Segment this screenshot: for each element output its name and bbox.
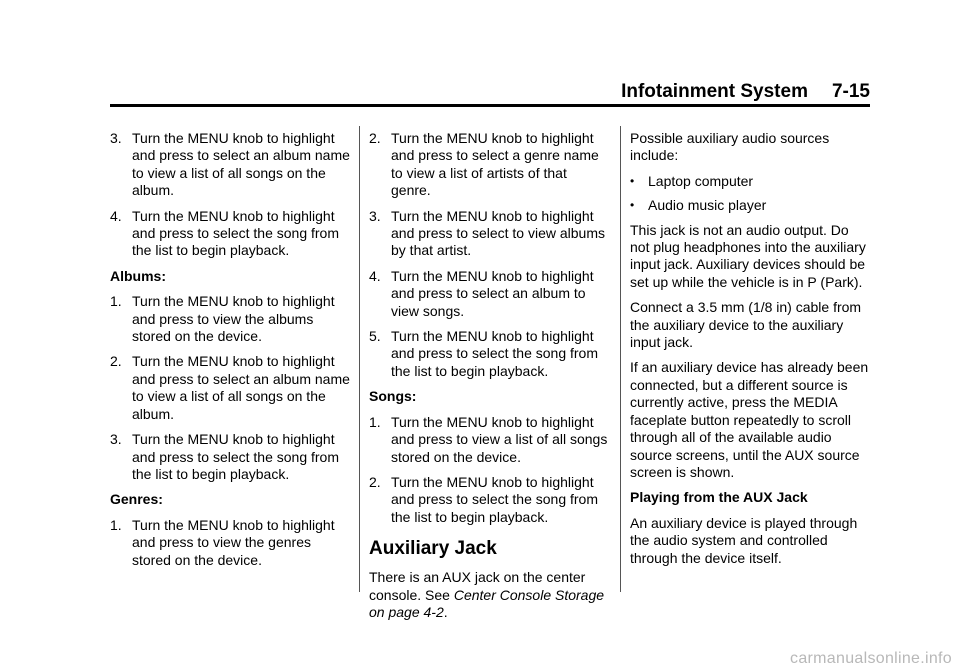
item-text: Turn the MENU knob to highlight and press to select an album to view songs. [391,267,594,319]
item-number: 3. [110,431,122,448]
aux-text: There is an AUX jack on the center console. See [369,569,586,603]
paragraph: If an auxiliary device has already been connected, but a different source is currently active, press the MEDIA faceplate button repeatedly to scroll through all of the available audio source screens, until the AUX source screen is shown. [630,359,869,480]
albums-heading: Albums: [110,267,166,284]
column-3 [630,130,870,575]
section-name: Infotainment System [621,81,808,102]
list-item [110,517,350,569]
item-text: Turn the MENU knob to highlight and press to view a list of all songs stored on the device. [391,413,608,465]
list-item [110,130,350,200]
column-divider [620,126,621,592]
section-title: Auxiliary Jack [369,538,497,560]
item-text: Turn the MENU knob to highlight and press to view the genres stored on the device. [132,516,335,568]
item-text: Turn the MENU knob to highlight and press to select the song from the list to begin playback. [391,473,598,525]
item-number: 4. [110,207,122,224]
genres-heading: Genres: [110,491,163,508]
item-number: 5. [369,328,381,345]
item-text: Turn the MENU knob to highlight and press to select the song from the list to begin playback. [391,328,598,379]
playing-heading: Playing from the AUX Jack [630,489,808,506]
header-title [621,82,870,102]
list-item [110,431,350,483]
page-number: 7-15 [831,81,870,102]
item-number: 3. [369,207,381,224]
cross-reference-link[interactable]: Center Console Storage on page 4-2 [369,586,605,620]
item-number: 4. [369,267,381,284]
item-text: Turn the MENU knob to highlight and press to select an album name to view a list of all songs on the album. [132,353,350,422]
column-2 [369,130,609,629]
list-item [369,130,609,200]
item-text: Turn the MENU knob to highlight and press to select to view albums by that artist. [391,207,605,259]
watermark: carmanualsonline.info [790,650,952,667]
item-number: 2. [110,353,122,370]
list-item [110,353,350,423]
item-number: 1. [110,516,122,533]
list-item [369,208,609,260]
item-number: 1. [369,413,381,430]
item-text: Turn the MENU knob to highlight and press to select a genre name to view a list of artists of that genre. [391,130,599,199]
bullet-text: Audio music player [648,197,767,214]
bullet-icon: • [630,173,635,188]
aux-end: . [443,603,448,620]
item-number: 3. [110,130,122,146]
item-text: Turn the MENU knob to highlight and press to select the song from the list to begin playback. [132,431,339,482]
item-number: 1. [110,293,122,310]
songs-heading: Songs: [369,388,417,405]
bullet-item [630,197,870,214]
column-1 [110,130,350,577]
item-text: Turn the MENU knob to highlight and press to view the albums stored on the device. [132,293,335,345]
column-divider [359,126,360,592]
item-number: 2. [369,130,381,146]
item-number: 2. [369,473,381,490]
list-item [369,474,609,526]
aux-paragraph [369,569,609,621]
list-item [110,293,350,345]
list-item [369,328,609,380]
bullet-icon: • [630,198,635,213]
item-text: Turn the MENU knob to highlight and press to select the song from the list to begin playback. [132,207,339,259]
paragraph: Connect a 3.5 mm (1/8 in) cable from the auxiliary device to the auxiliary input jack. [630,299,862,351]
intro-paragraph: Possible auxiliary audio sources include: [630,130,830,164]
paragraph: This jack is not an audio output. Do not plug headphones into the auxiliary input jack. Auxiliary devices should be set up while the vehicle is in P (Park). [630,221,866,290]
bullet-item [630,173,870,190]
list-item [369,414,609,466]
list-item [110,208,350,260]
page-header [110,82,870,107]
paragraph: An auxiliary device is played through the audio system and controlled through the device itself. [630,514,858,566]
bullet-text: Laptop computer [648,172,754,189]
item-text: Turn the MENU knob to highlight and press to select an album name to view a list of all songs on the album. [132,130,350,199]
list-item [369,268,609,320]
